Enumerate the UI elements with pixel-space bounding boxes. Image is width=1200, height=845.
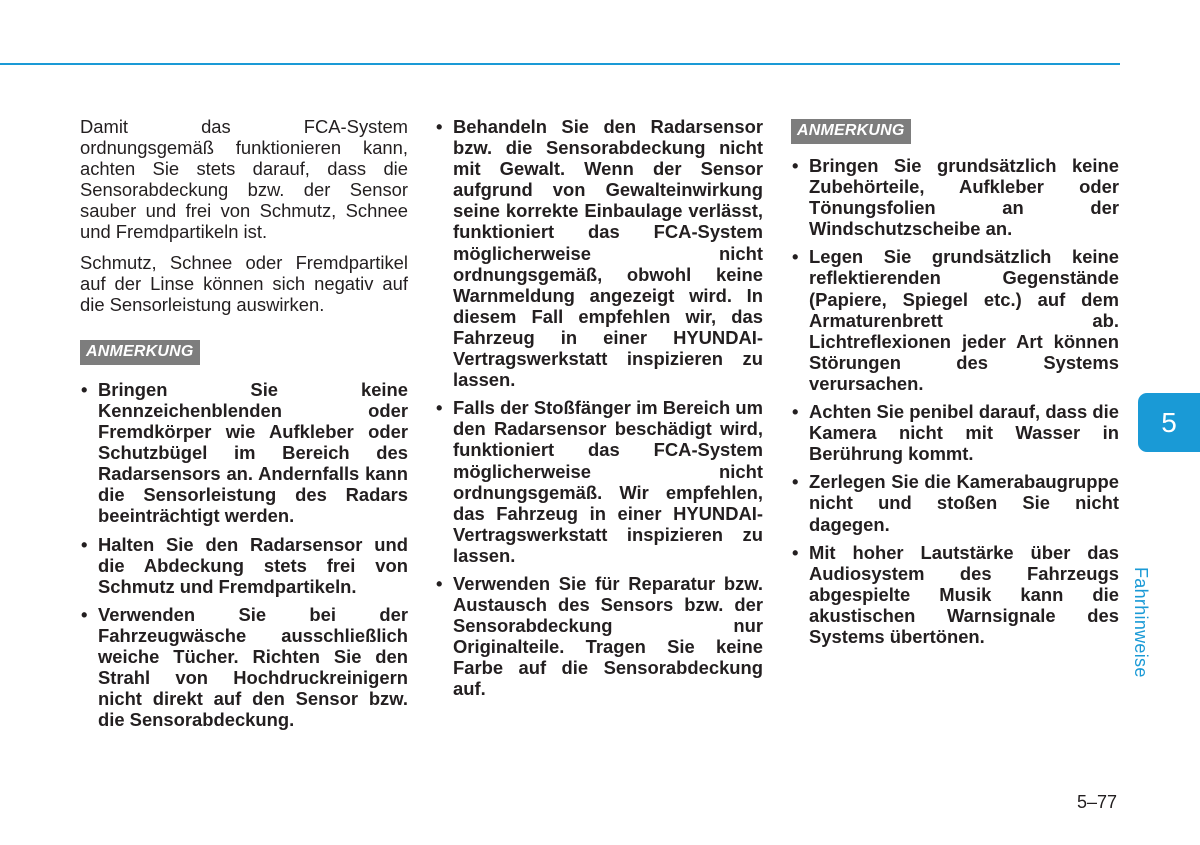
note-item: • Bringen Sie keine Kennzeichenblenden oder Fremdkörper wie Aufkleber oder Schutzbügel im Bereich des Radarsensors an. Andernfalls kann die Sensorleistung des Radars beeinträchtigt werden.	[80, 379, 408, 527]
intro-paragraph-1: Damit das FCA-System ordnungsgemäß funktionieren kann, achten Sie stets darauf, dass die Sensorabdeckung bzw. der Sensor sauber und frei von Schmutz, Schnee und Fremdpartikeln ist.	[80, 116, 408, 243]
note-list	[791, 155, 1119, 647]
note-badge: ANMERKUNG	[80, 340, 200, 365]
intro-paragraph-2: Schmutz, Schnee oder Fremdpartikel auf der Linse können sich negativ auf die Sensorleistung auswirken.	[80, 251, 408, 315]
column-3	[791, 116, 1119, 654]
column-1	[80, 116, 408, 737]
note-item: • Bringen Sie grundsätzlich keine Zubehörteile, Aufkleber oder Tönungsfolien an der Windschutzscheibe an.	[791, 155, 1119, 239]
note-item: • Achten Sie penibel darauf, dass die Kamera nicht mit Wasser in Berührung kommt.	[791, 401, 1119, 464]
note-list	[80, 379, 408, 731]
note-item: • Legen Sie grundsätzlich keine reflektierenden Gegenstände (Papiere, Spiegel etc.) auf dem Armaturenbrett ab. Lichtreflexionen jeder Art können Störungen des Systems verursachen.	[791, 246, 1119, 394]
note-item: • Zerlegen Sie die Kamerabaugruppe nicht und stoßen Sie nicht dagegen.	[791, 471, 1119, 534]
note-item: • Falls der Stoßfänger im Bereich um den Radarsensor beschädigt wird, funktioniert das FCA-System möglicherweise nicht ordnungsgemäß. Wir empfehlen, das Fahrzeug in einer HYUNDAI-Vertragswerkstatt inspizieren zu lassen.	[435, 397, 763, 566]
chapter-tab: 5	[1138, 393, 1200, 452]
note-item: • Behandeln Sie den Radarsensor bzw. die Sensorabdeckung nicht mit Gewalt. Wenn der Sensor aufgrund von Gewalteinwirkung seine korrekte Einbaulage verlässt, funktioniert das FCA-System möglicherweise nicht ordnungsgemäß, obwohl keine Warnmeldung angezeigt wird. In diesem Fall empfehlen wir, das Fahrzeug in einer HYUNDAI-Vertragswerkstatt inspizieren zu lassen.	[435, 116, 763, 390]
section-label: Fahrhinweise	[1131, 567, 1151, 678]
note-list	[435, 116, 763, 700]
note-item: • Verwenden Sie bei der Fahrzeugwäsche ausschließlich weiche Tücher. Richten Sie den Strahl von Hochdruckreinigern nicht direkt auf den Sensor bzw. die Sensorabdeckung.	[80, 604, 408, 731]
note-item: • Verwenden Sie für Reparatur bzw. Austausch des Sensors bzw. der Sensorabdeckung nur Originalteile. Tragen Sie keine Farbe auf die Sensorabdeckung auf.	[435, 573, 763, 700]
column-2	[435, 116, 763, 707]
note-item: • Halten Sie den Radarsensor und die Abdeckung stets frei von Schmutz und Fremdpartikeln.	[80, 534, 408, 597]
note-badge: ANMERKUNG	[791, 119, 911, 144]
page-number: 5–77	[1077, 792, 1118, 812]
header-rule	[0, 63, 1120, 65]
note-item: • Mit hoher Lautstärke über das Audiosystem des Fahrzeugs abgespielte Musik kann die akustischen Warnsignale des Systems übertönen.	[791, 542, 1119, 647]
